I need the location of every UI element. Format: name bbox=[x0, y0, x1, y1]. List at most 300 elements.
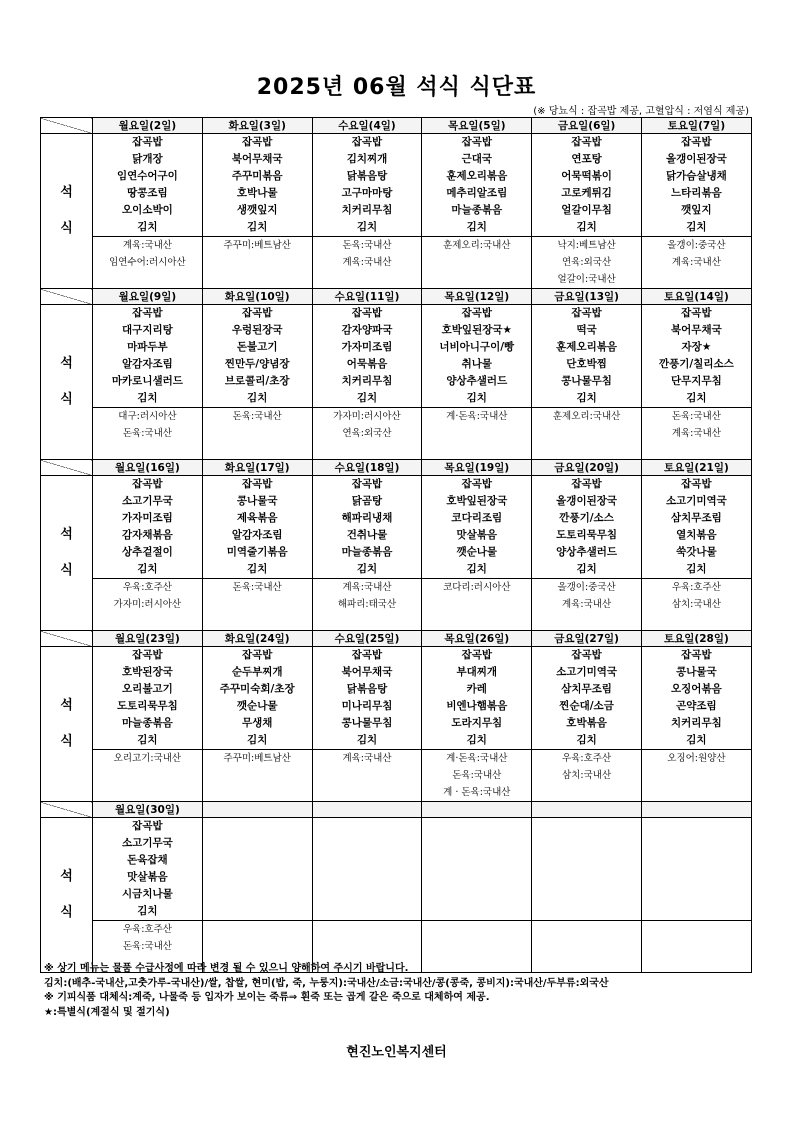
food-item: 잡곡밥 bbox=[461, 649, 492, 661]
food-cell bbox=[202, 818, 312, 921]
origin-item: 주꾸미:베트남산 bbox=[223, 753, 291, 764]
food-item: 김치 bbox=[576, 563, 597, 575]
food-item: 마파두부 bbox=[127, 341, 168, 353]
food-item: 김치 bbox=[137, 563, 158, 575]
footer-note: 김치:(배추-국내산,고춧가루-국내산)/쌀, 찹쌀, 현미(밥, 죽, 누룽지):국내산/소금:국내산/콩(콩죽, 콩비지):국내산/두부류:외국산 bbox=[44, 977, 609, 989]
food-item: 무생채 bbox=[241, 717, 273, 729]
food-item: 브로콜리/초장 bbox=[224, 375, 290, 387]
food-item: 콩나물국 bbox=[236, 495, 278, 507]
origin-cell bbox=[93, 579, 203, 631]
food-item: 김치 bbox=[356, 221, 378, 233]
food-item: 열치볶음 bbox=[676, 529, 717, 541]
food-item: 치커리무침 bbox=[341, 375, 393, 387]
food-cell bbox=[422, 134, 532, 237]
footer-notes bbox=[44, 962, 756, 1020]
page-title: 2025년 06월 석식 식단표 bbox=[256, 75, 537, 100]
food-item: 근대국 bbox=[461, 153, 492, 165]
day-header: 수요일(18일) bbox=[312, 460, 422, 476]
day-header: 수요일(11일) bbox=[312, 289, 422, 305]
origin-cell bbox=[532, 408, 642, 460]
food-item: 잡곡밥 bbox=[132, 820, 163, 832]
food-item: 호박잎된장국 bbox=[446, 495, 508, 507]
food-item: 김치 bbox=[247, 563, 268, 575]
food-item: 잡곡밥 bbox=[351, 307, 383, 319]
food-item: 잡곡밥 bbox=[571, 307, 602, 319]
origin-item: 계육:국내산 bbox=[342, 257, 392, 268]
food-item: 제육볶음 bbox=[236, 512, 278, 524]
food-item: 잡곡밥 bbox=[351, 649, 383, 661]
food-item: 닭가슴살냉채 bbox=[665, 170, 727, 182]
food-item: 도토리묵무침 bbox=[556, 529, 618, 541]
day-header: 토요일(28일) bbox=[641, 631, 751, 647]
food-cell bbox=[422, 647, 532, 750]
food-item: 콩나물무침 bbox=[561, 375, 612, 387]
origin-cell bbox=[93, 237, 203, 289]
food-item: 깐풍기/소스 bbox=[559, 512, 614, 524]
food-item: 닭곰탕 bbox=[351, 495, 383, 507]
food-item: 김치 bbox=[247, 392, 268, 404]
day-header: 목요일(12일) bbox=[422, 289, 532, 305]
meal-label bbox=[41, 305, 93, 460]
food-item: 소고기무국 bbox=[122, 495, 173, 507]
day-header: 화요일(10일) bbox=[202, 289, 312, 305]
food-cell bbox=[202, 305, 312, 408]
food-item: 잡곡밥 bbox=[681, 136, 712, 148]
food-item: 마늘종볶음 bbox=[122, 717, 173, 729]
food-item: 어묵볶음 bbox=[346, 358, 388, 370]
day-header bbox=[202, 802, 312, 818]
food-item: 훈제오리볶음 bbox=[556, 341, 618, 353]
food-item: 김치 bbox=[137, 905, 158, 917]
food-item: 소고기미역국 bbox=[665, 495, 727, 507]
food-item: 느타리볶음 bbox=[671, 187, 722, 199]
origin-cell bbox=[93, 408, 203, 460]
food-item: 김치찌개 bbox=[346, 153, 388, 165]
origin-item: 돈육:국내산 bbox=[122, 428, 172, 439]
day-header: 월요일(23일) bbox=[93, 631, 203, 647]
food-item: 가자미조림 bbox=[122, 512, 173, 524]
food-item: 비엔나햄볶음 bbox=[446, 700, 508, 712]
food-item: 닭볶음탕 bbox=[346, 683, 388, 695]
food-item: 잡곡밥 bbox=[241, 136, 273, 148]
food-item: 김치 bbox=[576, 734, 597, 746]
food-cell bbox=[422, 818, 532, 921]
food-item: 오리불고기 bbox=[122, 683, 173, 695]
food-cell bbox=[312, 134, 422, 237]
origin-cell bbox=[202, 750, 312, 802]
food-item: 깻순나물 bbox=[236, 700, 278, 712]
origin-item: 가자미:러시아산 bbox=[333, 411, 401, 422]
origin-cell bbox=[532, 579, 642, 631]
food-item: 올갱이된장국 bbox=[556, 495, 618, 507]
origin-item: 우육:호주산 bbox=[671, 582, 721, 593]
food-cell bbox=[202, 134, 312, 237]
food-item: 치커리무침 bbox=[341, 204, 393, 216]
origin-item: 오징어:원양산 bbox=[667, 753, 726, 764]
food-item: 오이소박이 bbox=[122, 204, 173, 216]
food-cell bbox=[641, 134, 751, 237]
origin-item: 삼치:국내산 bbox=[562, 770, 612, 781]
food-item: 찐만두/양념장 bbox=[224, 358, 290, 370]
food-item: 건취나물 bbox=[346, 529, 388, 541]
food-item: 마카로니샐러드 bbox=[111, 375, 183, 387]
meal-label-char: 석 bbox=[60, 185, 73, 200]
footer-note: ★:특별식(계절식 및 절기식) bbox=[44, 1006, 170, 1018]
day-header: 목요일(5일) bbox=[422, 118, 532, 134]
food-item: 가자미조림 bbox=[341, 341, 393, 353]
food-row bbox=[41, 305, 752, 408]
origin-item: 우육:호주산 bbox=[122, 582, 172, 593]
food-item: 김치 bbox=[466, 221, 487, 233]
food-item: 잡곡밥 bbox=[241, 307, 273, 319]
diagonal-corner-cell bbox=[41, 802, 93, 818]
food-item: 김치 bbox=[466, 563, 487, 575]
origin-item: 우육:호주산 bbox=[562, 753, 612, 764]
origin-cell bbox=[202, 579, 312, 631]
center-name: 현진노인복지센터 bbox=[346, 1045, 447, 1060]
food-cell bbox=[93, 305, 203, 408]
food-cell bbox=[93, 134, 203, 237]
origin-cell bbox=[202, 408, 312, 460]
origin-item: 돈육:국내산 bbox=[342, 240, 392, 251]
food-item: 맛살볶음 bbox=[127, 871, 168, 883]
food-item: 알감자조림 bbox=[122, 358, 173, 370]
origin-item: 돈육:국내산 bbox=[671, 411, 721, 422]
day-header: 수요일(25일) bbox=[312, 631, 422, 647]
food-cell bbox=[93, 476, 203, 579]
food-item: 삼치무조림 bbox=[561, 683, 612, 695]
food-item: 떡국 bbox=[576, 324, 597, 336]
meal-label-char: 식 bbox=[60, 221, 73, 236]
food-item: 단호박찜 bbox=[566, 358, 607, 370]
food-item: 얼갈이무침 bbox=[561, 204, 612, 216]
origin-cell bbox=[202, 237, 312, 289]
food-item: 잡곡밥 bbox=[571, 478, 602, 490]
food-item: 양상추샐러드 bbox=[556, 546, 618, 558]
food-row bbox=[41, 476, 752, 579]
food-cell bbox=[93, 818, 203, 921]
origin-item: 낙지:베트남산 bbox=[557, 240, 616, 251]
food-item: 호박잎된장국★ bbox=[441, 324, 512, 336]
day-header: 화요일(17일) bbox=[202, 460, 312, 476]
origin-item: 돈육:국내산 bbox=[232, 411, 282, 422]
food-row bbox=[41, 818, 752, 921]
day-header: 월요일(9일) bbox=[93, 289, 203, 305]
food-cell bbox=[641, 818, 751, 921]
food-item: 감자채볶음 bbox=[122, 529, 173, 541]
origin-cell bbox=[422, 408, 532, 460]
meal-label-char: 석 bbox=[60, 527, 73, 542]
diagonal-corner-cell bbox=[41, 289, 93, 305]
origin-item: 올갱이:중국산 bbox=[667, 240, 726, 251]
day-header: 금요일(13일) bbox=[532, 289, 642, 305]
origin-item: 연육:외국산 bbox=[562, 257, 612, 268]
day-header: 월요일(2일) bbox=[93, 118, 203, 134]
food-item: 우렁된장국 bbox=[231, 324, 283, 336]
food-item: 양상추샐러드 bbox=[446, 375, 508, 387]
food-item: 잡곡밥 bbox=[681, 649, 712, 661]
food-cell bbox=[312, 476, 422, 579]
meal-label-char: 식 bbox=[60, 392, 73, 407]
food-item: 땅콩조림 bbox=[127, 187, 168, 199]
food-item: 대구지리탕 bbox=[122, 324, 173, 336]
food-item: 콩나물국 bbox=[676, 666, 717, 678]
food-item: 잡곡밥 bbox=[132, 307, 163, 319]
food-item: 돈불고기 bbox=[236, 341, 278, 353]
food-item: 잡곡밥 bbox=[461, 478, 492, 490]
food-item: 잡곡밥 bbox=[681, 307, 712, 319]
food-item: 잡곡밥 bbox=[132, 136, 163, 148]
origin-item: 해파리:태국산 bbox=[337, 599, 397, 610]
food-item: 북어무채국 bbox=[231, 153, 283, 165]
food-item: 김치 bbox=[466, 734, 487, 746]
origin-item: 계육:국내산 bbox=[671, 257, 721, 268]
origin-cell bbox=[641, 750, 751, 802]
origin-cell bbox=[312, 579, 422, 631]
meal-label-char: 석 bbox=[60, 698, 73, 713]
origin-item: 올갱이:중국산 bbox=[557, 582, 616, 593]
food-item: 단무지무침 bbox=[671, 375, 722, 387]
week-header-row bbox=[41, 460, 752, 476]
food-item: 소고기무국 bbox=[122, 837, 173, 849]
food-item: 미나리무침 bbox=[341, 700, 393, 712]
day-header: 금요일(20일) bbox=[532, 460, 642, 476]
food-item: 알감자조림 bbox=[231, 529, 283, 541]
food-item: 북어무채국 bbox=[671, 324, 722, 336]
origin-cell bbox=[641, 579, 751, 631]
food-item: 김치 bbox=[686, 392, 707, 404]
food-item: 자장★ bbox=[681, 341, 712, 353]
food-item: 마늘종볶음 bbox=[341, 546, 393, 558]
food-item: 도토리묵무침 bbox=[116, 700, 178, 712]
day-header bbox=[422, 802, 532, 818]
food-item: 김치 bbox=[356, 563, 378, 575]
food-item: 김치 bbox=[356, 392, 378, 404]
day-header: 금요일(27일) bbox=[532, 631, 642, 647]
origin-item: 대구:러시아산 bbox=[118, 411, 177, 422]
food-item: 찐순대/소금 bbox=[559, 700, 614, 712]
meal-label bbox=[41, 647, 93, 802]
origin-row bbox=[41, 237, 752, 289]
menu-table bbox=[40, 117, 752, 973]
food-item: 치커리무침 bbox=[671, 717, 722, 729]
food-item: 호박나물 bbox=[236, 187, 278, 199]
day-header: 화요일(24일) bbox=[202, 631, 312, 647]
food-item: 순두부찌개 bbox=[231, 666, 283, 678]
food-cell bbox=[93, 647, 203, 750]
origin-cell bbox=[312, 750, 422, 802]
day-header: 토요일(14일) bbox=[641, 289, 751, 305]
origin-item: 계·돈육:국내산 bbox=[446, 411, 508, 422]
meal-label bbox=[41, 818, 93, 973]
food-item: 해파리냉채 bbox=[341, 512, 393, 524]
day-header bbox=[641, 802, 751, 818]
food-item: 잡곡밥 bbox=[351, 136, 383, 148]
food-cell bbox=[641, 305, 751, 408]
food-item: 호박볶음 bbox=[566, 717, 607, 729]
food-item: 잡곡밥 bbox=[461, 307, 492, 319]
food-item: 어묵떡볶이 bbox=[561, 170, 612, 182]
diagonal-corner-cell bbox=[41, 118, 93, 134]
food-item: 호박된장국 bbox=[122, 666, 173, 678]
footer-note: ※ 상기 메뉴는 물품 수급사정에 따라 변경 될 수 있으니 양해하여 주시기 바랍니다. bbox=[44, 963, 409, 974]
food-item: 김치 bbox=[576, 392, 597, 404]
meal-label-char: 식 bbox=[60, 734, 73, 749]
origin-item: 임연수어:러시아산 bbox=[109, 257, 186, 268]
origin-item: 얼갈이:국내산 bbox=[557, 274, 616, 285]
food-item: 잡곡밥 bbox=[461, 136, 492, 148]
food-item: 취나물 bbox=[461, 358, 492, 370]
origin-item: 계 · 돈육:국내산 bbox=[443, 787, 511, 798]
week-header-row bbox=[41, 802, 752, 818]
food-item: 소고기미역국 bbox=[556, 666, 618, 678]
food-cell bbox=[641, 476, 751, 579]
day-header: 토요일(21일) bbox=[641, 460, 751, 476]
diagonal-corner-cell bbox=[41, 631, 93, 647]
food-item: 고구마마탕 bbox=[341, 187, 393, 199]
meal-label-char: 식 bbox=[60, 905, 73, 920]
week-header-row bbox=[41, 289, 752, 305]
food-item: 미역줄기볶음 bbox=[226, 546, 288, 558]
food-item: 감자양파국 bbox=[341, 324, 393, 336]
food-item: 너비아니구이/빵 bbox=[439, 341, 515, 353]
food-cell bbox=[312, 647, 422, 750]
food-item: 잡곡밥 bbox=[571, 649, 602, 661]
origin-item: 계육:국내산 bbox=[122, 240, 172, 251]
food-item: 깐풍기/칠리소스 bbox=[658, 358, 734, 370]
food-item: 김치 bbox=[576, 221, 597, 233]
food-item: 잡곡밥 bbox=[132, 478, 163, 490]
origin-item: 훈제오리:국내산 bbox=[443, 240, 511, 251]
food-item: 닭볶음탕 bbox=[346, 170, 388, 182]
day-header: 월요일(30일) bbox=[93, 802, 203, 818]
food-item: 잡곡밥 bbox=[132, 649, 163, 661]
food-item: 카레 bbox=[466, 683, 487, 695]
food-item: 메추리알조림 bbox=[446, 187, 508, 199]
diagonal-corner-cell bbox=[41, 460, 93, 476]
food-item: 잡곡밥 bbox=[681, 478, 712, 490]
food-item: 마늘종볶음 bbox=[451, 204, 503, 216]
origin-cell bbox=[422, 750, 532, 802]
food-item: 김치 bbox=[247, 221, 268, 233]
day-header: 금요일(6일) bbox=[532, 118, 642, 134]
origin-cell bbox=[532, 237, 642, 289]
week-header-row bbox=[41, 631, 752, 647]
day-header: 화요일(3일) bbox=[202, 118, 312, 134]
origin-cell bbox=[312, 237, 422, 289]
origin-item: 계·돈육:국내산 bbox=[446, 753, 508, 764]
food-cell bbox=[202, 476, 312, 579]
food-item: 깻순나물 bbox=[456, 546, 498, 558]
origin-item: 훈제오리:국내산 bbox=[552, 411, 621, 422]
origin-item: 연육:외국산 bbox=[342, 428, 392, 439]
origin-item: 계육:국내산 bbox=[562, 599, 612, 610]
food-item: 김치 bbox=[137, 392, 158, 404]
food-cell bbox=[532, 476, 642, 579]
origin-item: 돈육:국내산 bbox=[122, 941, 172, 952]
meal-label-char: 석 bbox=[60, 356, 73, 371]
origin-item: 오리고기:국내산 bbox=[113, 753, 182, 764]
food-item: 닭개장 bbox=[132, 153, 163, 165]
meal-label-char: 식 bbox=[60, 563, 73, 578]
day-header: 수요일(4일) bbox=[312, 118, 422, 134]
food-item: 코다리조림 bbox=[451, 512, 503, 524]
food-cell bbox=[532, 647, 642, 750]
origin-cell bbox=[641, 237, 751, 289]
meal-label bbox=[41, 134, 93, 289]
food-item: 훈제오리볶음 bbox=[446, 170, 508, 182]
origin-cell bbox=[93, 750, 203, 802]
food-item: 잡곡밥 bbox=[571, 136, 602, 148]
origin-item: 계육:국내산 bbox=[671, 428, 721, 439]
food-item: 잡곡밥 bbox=[351, 478, 383, 490]
origin-cell bbox=[422, 579, 532, 631]
food-item: 곤약조림 bbox=[676, 700, 717, 712]
food-item: 상추겉절이 bbox=[122, 546, 173, 558]
origin-item: 돈육:국내산 bbox=[452, 770, 502, 781]
food-item: 콩나물무침 bbox=[341, 717, 393, 729]
food-item: 잡곡밥 bbox=[241, 649, 273, 661]
food-cell bbox=[422, 305, 532, 408]
origin-item: 삼치:국내산 bbox=[671, 599, 721, 610]
food-item: 김치 bbox=[137, 221, 158, 233]
day-header: 목요일(19일) bbox=[422, 460, 532, 476]
week-header-row bbox=[41, 118, 752, 134]
food-cell bbox=[312, 818, 422, 921]
food-item: 시금치나물 bbox=[122, 888, 173, 900]
origin-item: 주꾸미:베트남산 bbox=[223, 240, 291, 251]
food-item: 김치 bbox=[686, 563, 707, 575]
food-item: 연포탕 bbox=[571, 153, 602, 165]
food-item: 김치 bbox=[356, 734, 378, 746]
food-cell bbox=[532, 818, 642, 921]
meal-label bbox=[41, 476, 93, 631]
day-header bbox=[532, 802, 642, 818]
food-item: 깻잎지 bbox=[681, 204, 712, 216]
day-header: 토요일(7일) bbox=[641, 118, 751, 134]
food-item: 주꾸미볶음 bbox=[231, 170, 283, 182]
food-item: 쑥갓나물 bbox=[676, 546, 717, 558]
food-cell bbox=[202, 647, 312, 750]
food-cell bbox=[532, 134, 642, 237]
origin-item: 계육:국내산 bbox=[342, 753, 392, 764]
origin-cell bbox=[312, 408, 422, 460]
food-row bbox=[41, 134, 752, 237]
food-cell bbox=[312, 305, 422, 408]
origin-row bbox=[41, 408, 752, 460]
diet-note: (※ 당뇨식 : 잡곡밥 제공, 고혈압식 : 저염식 제공) bbox=[533, 106, 749, 117]
food-item: 돈육잡채 bbox=[127, 854, 168, 866]
food-item: 고로케튀김 bbox=[561, 187, 612, 199]
food-item: 김치 bbox=[247, 734, 268, 746]
food-item: 맛살볶음 bbox=[456, 529, 498, 541]
footer-note: ※ 기피식품 대체식:계죽, 나물죽 등 입자가 보이는 죽류⇒ 흰죽 또는 곱게 갈은 죽으로 대체하여 제공. bbox=[44, 992, 490, 1003]
origin-item: 우육:호주산 bbox=[122, 924, 172, 935]
origin-cell bbox=[422, 237, 532, 289]
food-item: 주꾸미숙회/초장 bbox=[219, 683, 295, 695]
food-item: 김치 bbox=[466, 392, 487, 404]
food-item: 북어무채국 bbox=[341, 666, 393, 678]
origin-cell bbox=[532, 750, 642, 802]
day-header: 목요일(26일) bbox=[422, 631, 532, 647]
food-row bbox=[41, 647, 752, 750]
origin-row bbox=[41, 750, 752, 802]
food-item: 임연수어구이 bbox=[116, 170, 178, 182]
origin-item: 가자미:러시아산 bbox=[113, 599, 182, 610]
origin-item: 계육:국내산 bbox=[342, 582, 392, 593]
food-item: 김치 bbox=[137, 734, 158, 746]
food-item: 잡곡밥 bbox=[241, 478, 273, 490]
